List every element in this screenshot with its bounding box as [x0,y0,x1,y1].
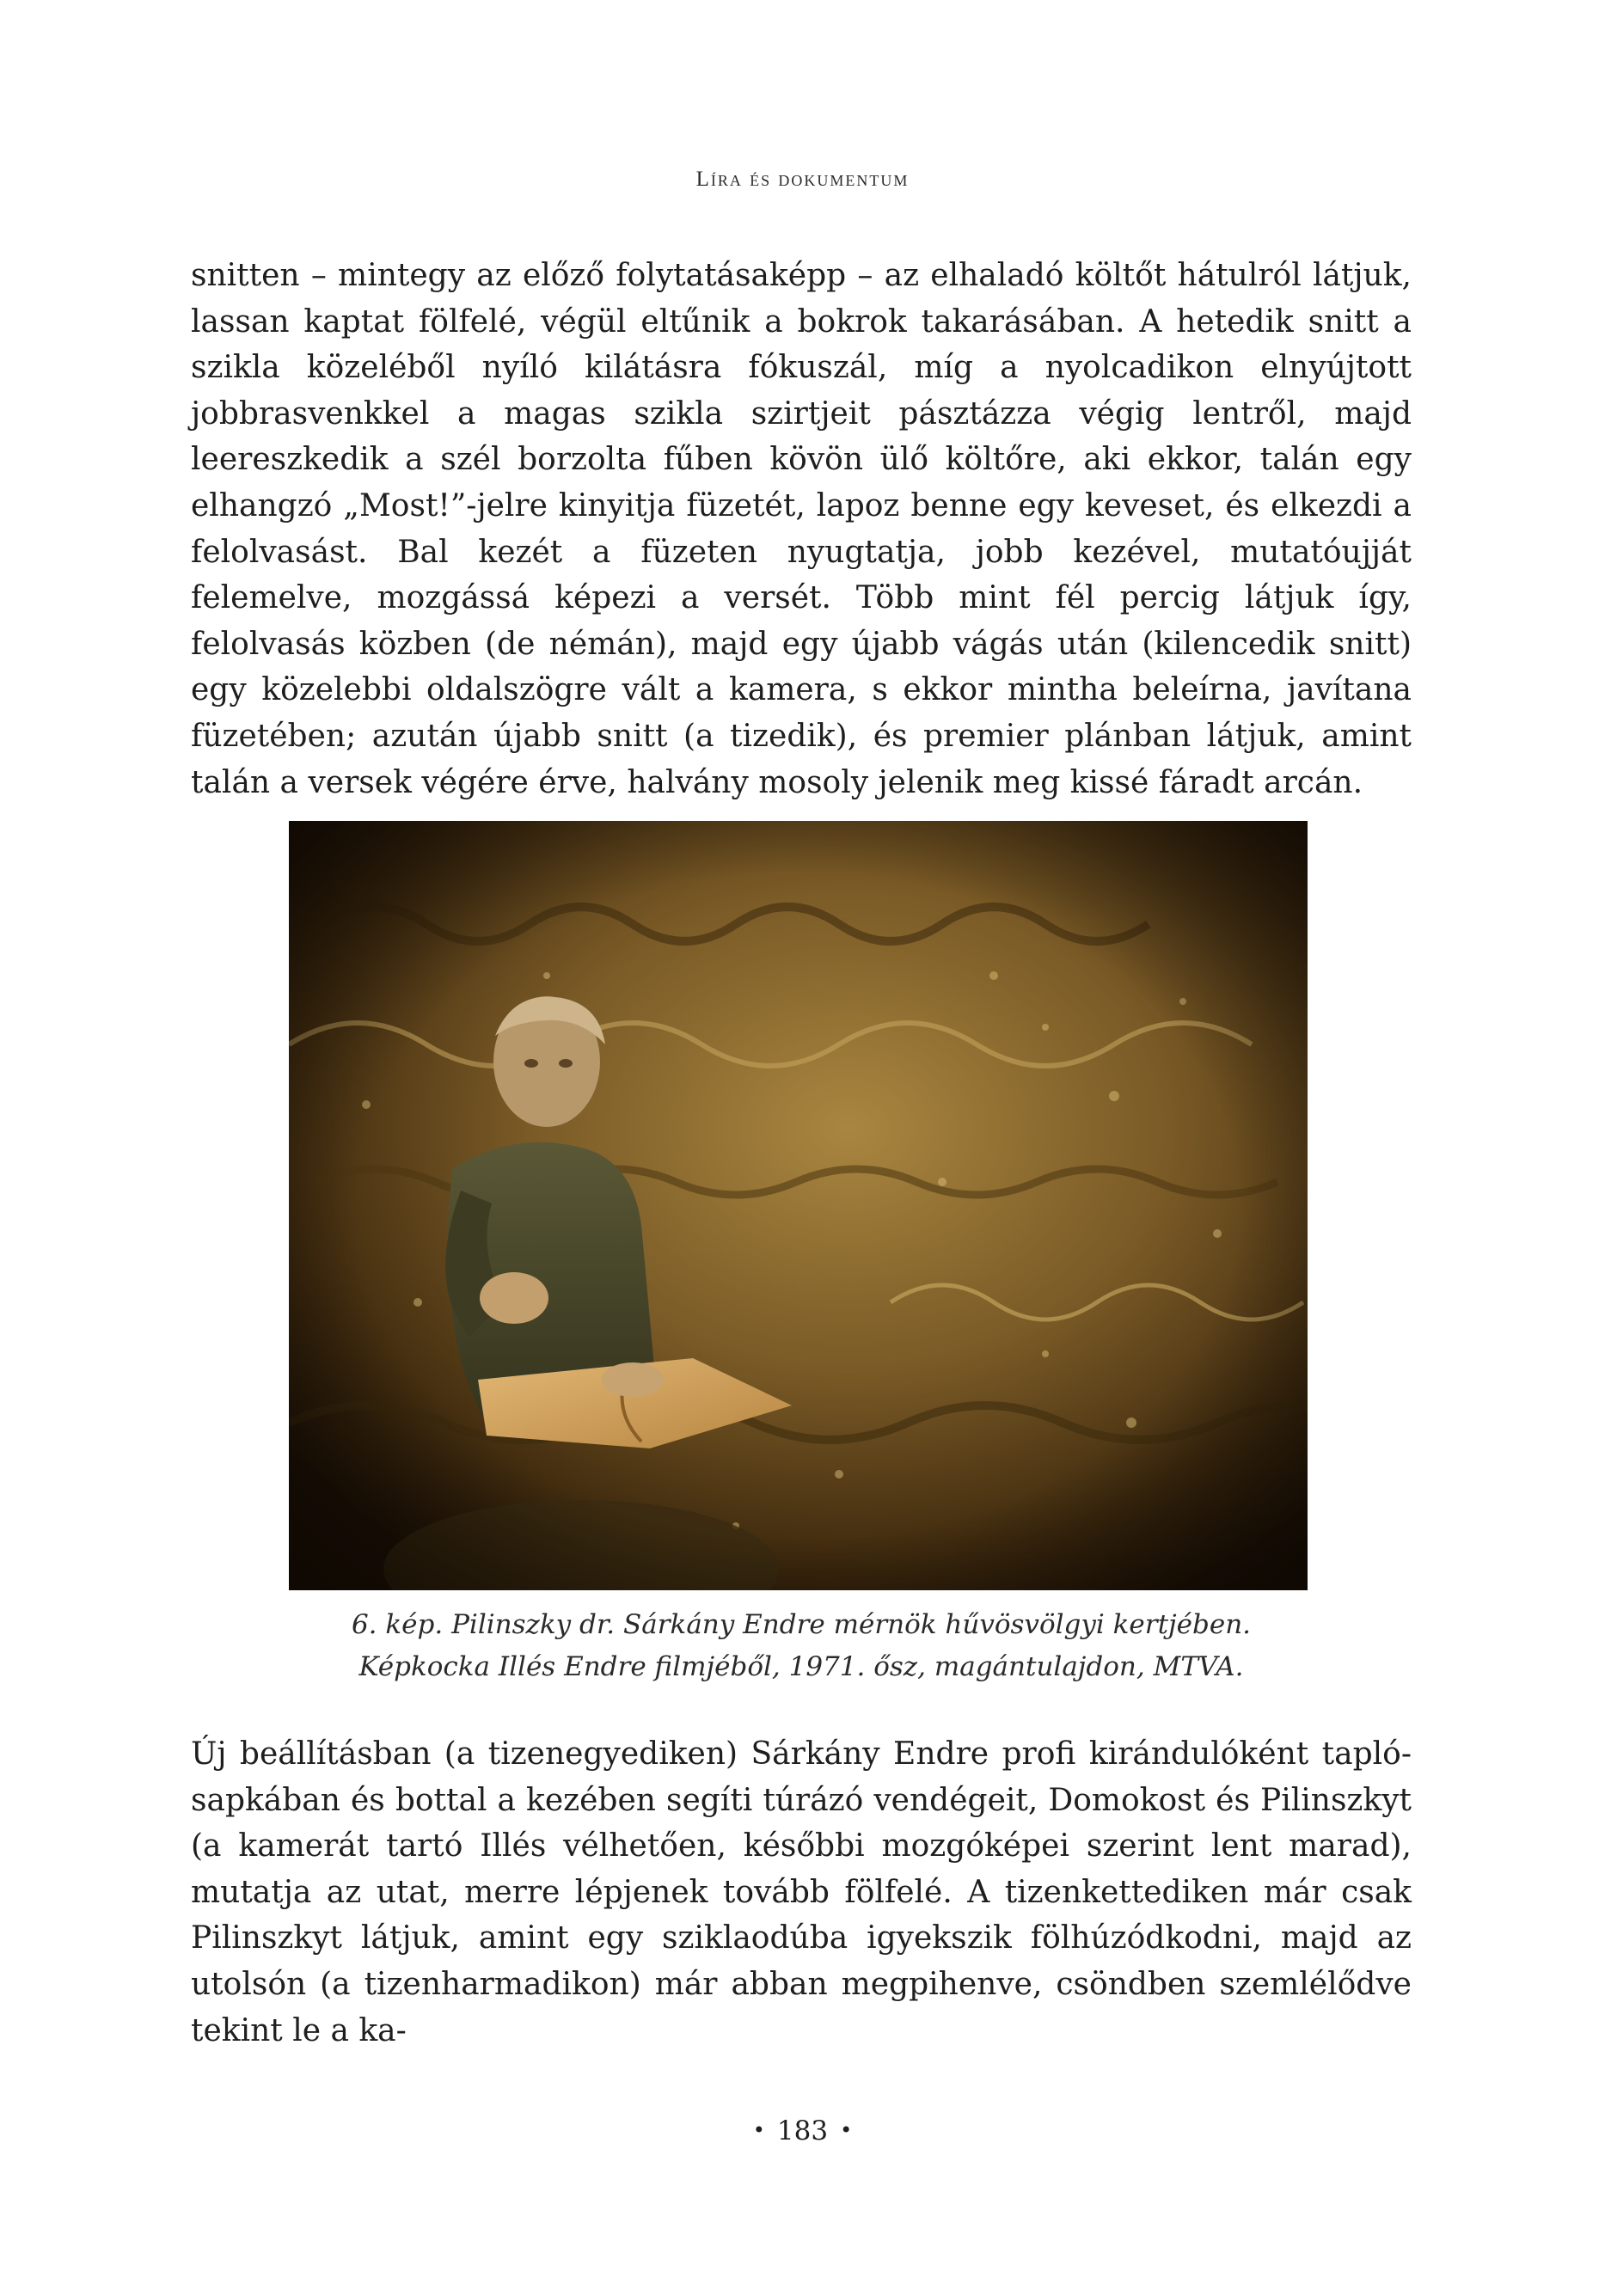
bullet-icon: • [752,2118,765,2142]
figure-caption-line-1: 6. kép. Pilinszky dr. Sárkány Endre mérnök hűvösvölgyi kertjében. [351,1609,1252,1640]
photo-illustration [289,821,1308,1590]
film-still-photo [289,821,1308,1590]
running-head: Líra és dokumentum [695,168,910,191]
page-number [0,2115,1605,2146]
figure-caption-line-2: Képkocka Illés Endre filmjéből, 1971. ősz, magántulajdon, MTVA. [358,1651,1244,1682]
body-paragraph-2: Új beállításban (a tizenegyediken) Sárkány Endre profi kirándulóként taplósapkában és bottal a kezében segíti túrázó vendégeit, Domokost és Pilinszkyt (a kamerát tartó Illés vélhetően, későbbi mozgóképei szerint lent marad), mutatja az utat, merre lépjenek tovább fölfelé. A tizenkettediken már csak Pilinszkyt látjuk, amint egy sziklaodúba igyekszik fölhúzódkodni, majd az utolsón (a tizenharmadikon) már abban megpihenve, csöndben szemlélődve tekint le a ka- [191,1736,1412,2048]
body-paragraph-1: snitten – mintegy az előző folytatásaképp – az elhaladó költőt hátulról látjuk, lassan kaptat fölfelé, végül eltűnik a bokrok takarásában. A hetedik snitt a szikla közeléből nyíló kilátásra fókuszál, míg a nyolcadikon elnyújtott jobbrasvenkkel a magas szikla szirtjeit pásztázza végig lentről, majd leereszkedik a szél borzolta fűben kövön ülő költőre, aki ekkor, talán egy elhangzó „Most!”-jelre kinyitja füzetét, lapoz benne egy keveset, és elkezdi a felolvasást. Bal kezét a füzeten nyugtatja, jobb kezével, mutatóujját felemelve, mozgássá képezi a versét. Több mint fél percig látjuk így, felolvasás közben (de némán), majd egy újabb vágás után (kilencedik snitt) egy közelebbi oldalszögre vált a kamera, s ekkor mintha beleírna, javítana füzetében; azután újabb snitt (a tizedik), és premier plánban látjuk, amint talán a versek végére érve, halvány mosoly jelenik meg kissé fáradt arcán. [191,258,1412,800]
bullet-icon: • [840,2118,853,2142]
page-number-value: 183 [776,2115,829,2146]
